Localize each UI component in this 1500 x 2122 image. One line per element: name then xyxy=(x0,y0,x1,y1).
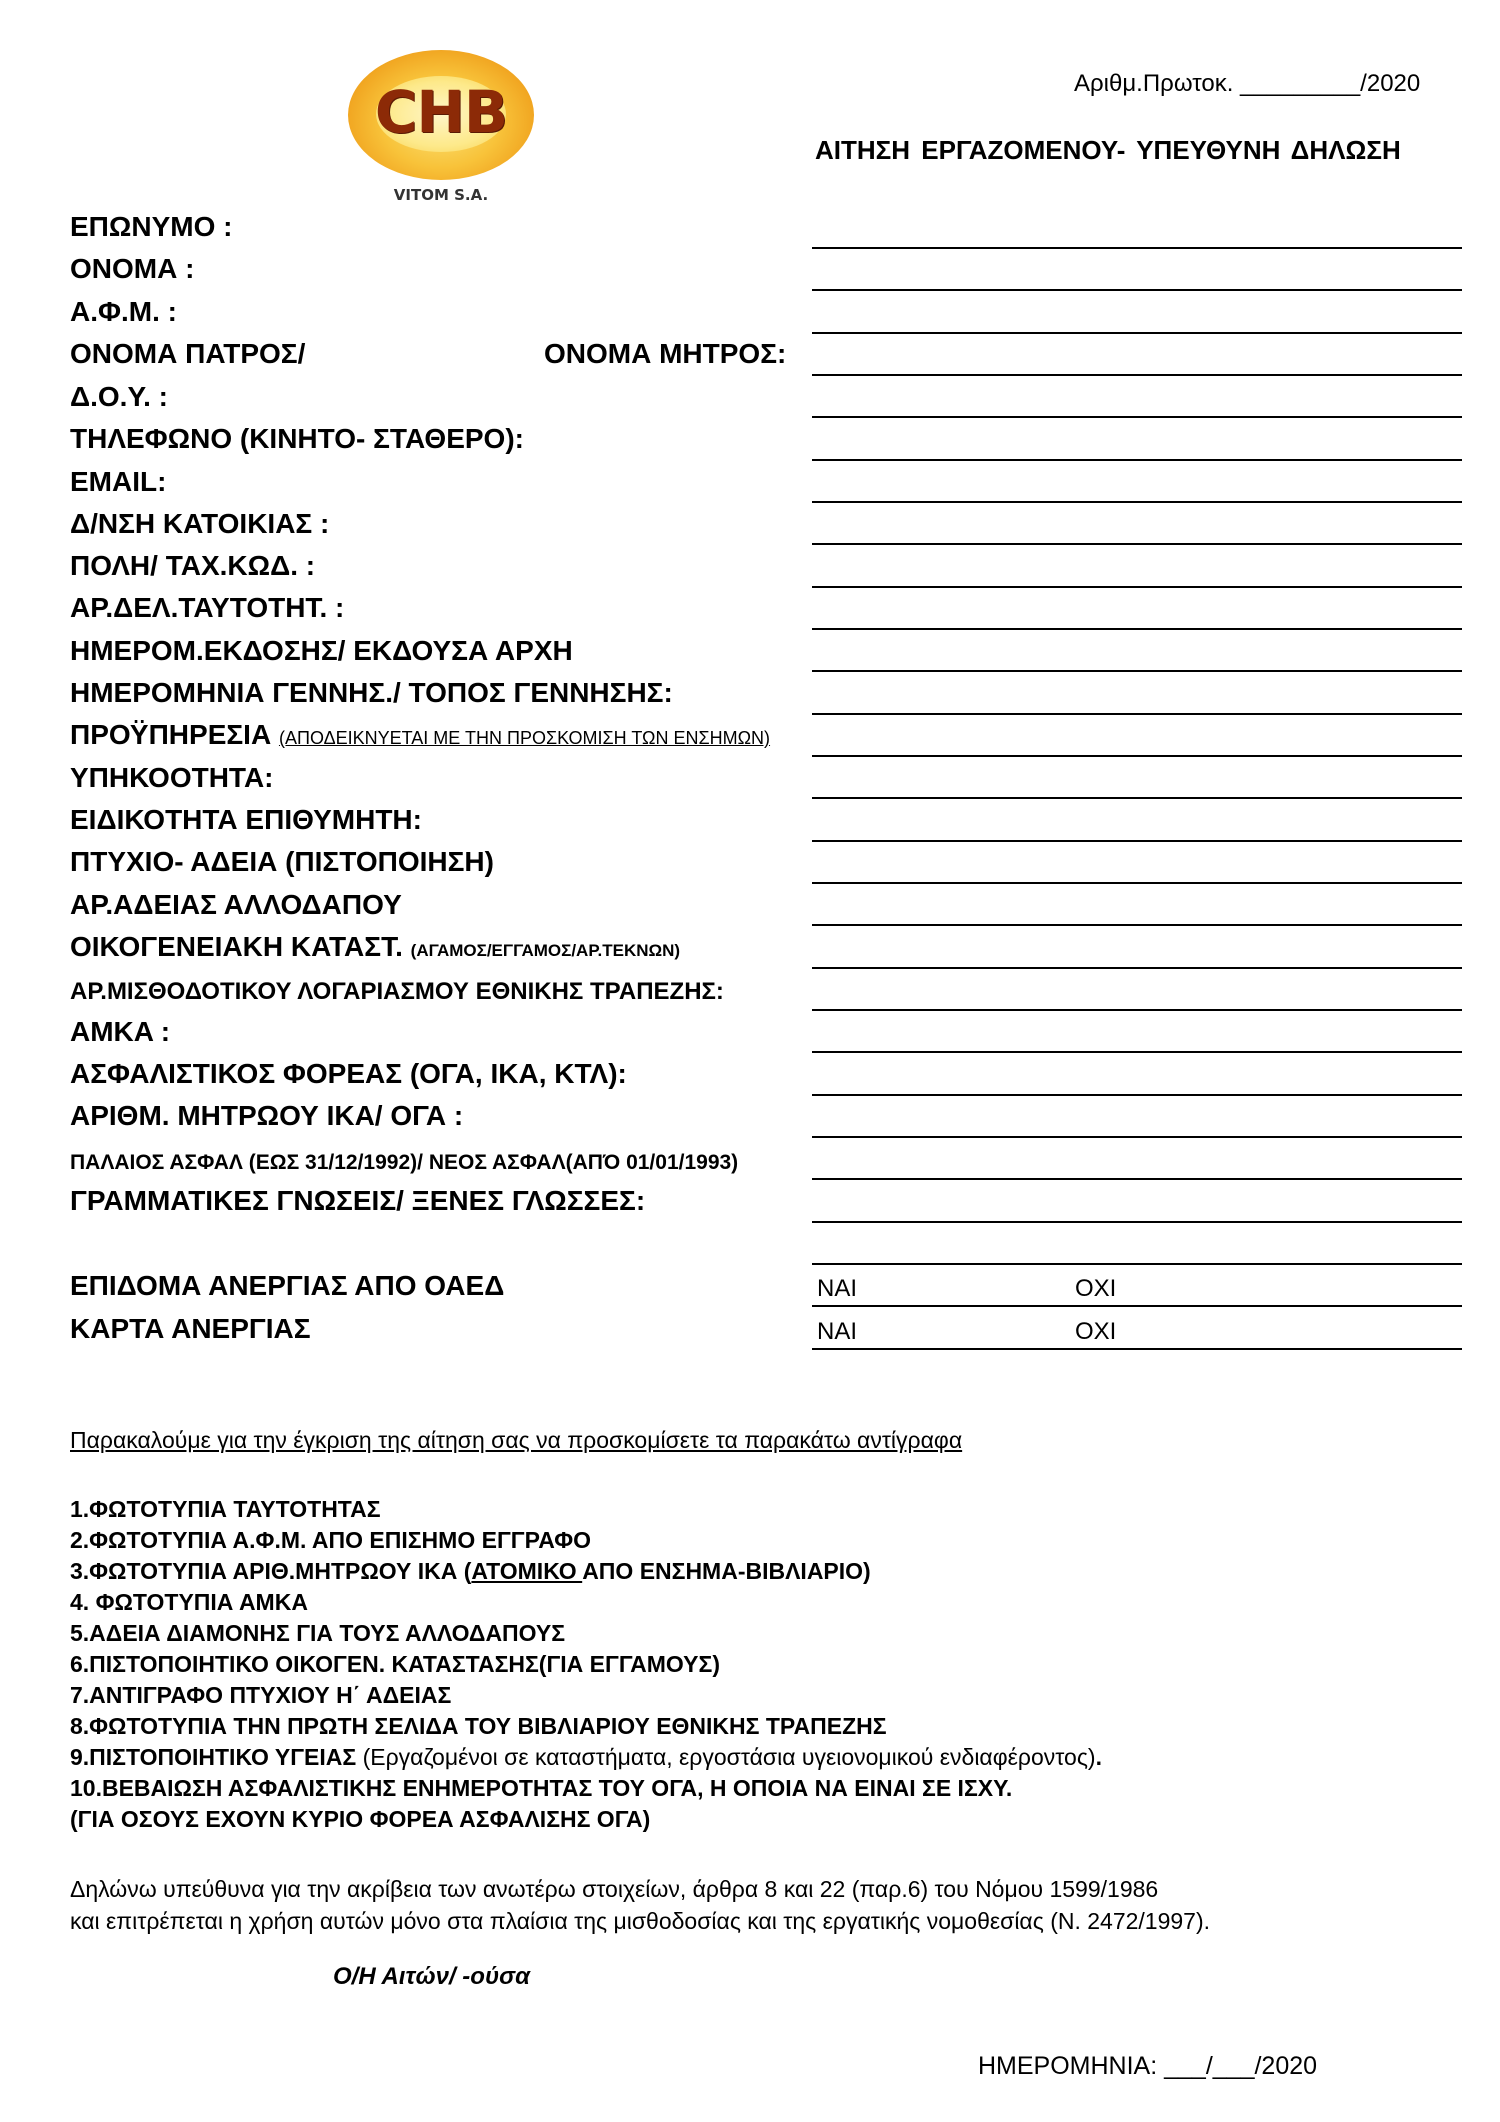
label-birth: ΗΜΕΡΟΜΗΝΙΑ ΓΕΝΝΗΣ./ ΤΟΠΟΣ ΓΕΝΝΗΣΗΣ: xyxy=(70,677,673,708)
company-logo xyxy=(348,50,534,204)
label-issue-date: ΗΜΕΡΟΜ.ΕΚΔΟΣΗΣ/ ΕΚΔΟΥΣΑ ΑΡΧΗ xyxy=(70,635,573,666)
document-item: 1.ΦΩΤΟΤΥΠΙΑ ΤΑΥΤΟΤΗΤΑΣ xyxy=(70,1496,381,1522)
document-item: 2.ΦΩΤΟΤΥΠΙΑ Α.Φ.Μ. ΑΠΟ ΕΠΙΣΗΜΟ ΕΓΓΡΑΦΟ xyxy=(70,1527,591,1553)
benefit-no-option[interactable]: ΟΧΙ xyxy=(1075,1275,1117,1302)
logo-text: CHB xyxy=(374,78,508,146)
label-father-name: ΟΝΟΜΑ ΠΑΤΡΟΣ/ xyxy=(70,338,306,369)
document-item-emphasis: ΑΤΟΜΙΚΟ xyxy=(471,1558,583,1584)
date-field[interactable]: ΗΜΕΡΟΜΗΝΙΑ: ___/___/2020 xyxy=(978,2052,1318,2080)
label-experience xyxy=(70,719,770,751)
document-item: 5.ΑΔΕΙΑ ΔΙΑΜΟΝΗΣ ΓΙΑ ΤΟΥΣ ΑΛΛΟΔΑΠΟΥΣ xyxy=(70,1620,566,1646)
label-email: EMAIL: xyxy=(70,466,167,497)
field-line-degree[interactable] xyxy=(812,882,1462,884)
field-line-birth[interactable] xyxy=(812,713,1462,715)
document-item: (ΓΙΑ ΟΣΟΥΣ ΕΧΟΥΝ ΚΥΡΙΟ ΦΟΡΕΑ ΑΣΦΑΛΙΣΗΣ ΟΓΑ) xyxy=(70,1806,651,1832)
protocol-number: Αριθμ.Πρωτοκ. _________/2020 xyxy=(1074,70,1421,97)
field-line-citizenship[interactable] xyxy=(812,797,1462,799)
form-title: ΑΙΤΗΣΗ ΕΡΓΑΖΟΜΕΝΟΥ- ΥΠΕΥΘΥΝΗ ΔΗΛΩΣΗ xyxy=(815,135,1401,165)
field-line-languages[interactable] xyxy=(812,1221,1462,1223)
label-afm: Α.Φ.Μ. : xyxy=(70,296,177,327)
card-yes-option[interactable]: ΝΑΙ xyxy=(817,1318,858,1345)
label-registry-number: ΑΡΙΘΜ. ΜΗΤΡΩΟΥ ΙΚΑ/ ΟΓΑ : xyxy=(70,1100,464,1131)
label-foreign-permit: ΑΡ.ΑΔΕΙΑΣ ΑΛΛΟΔΑΠΟΥ xyxy=(70,889,402,920)
family-note: (ΑΓΑΜΟΣ/ΕΓΓΑΜΟΣ/ΑΡ.ΤΕΚΝΩΝ) xyxy=(410,941,681,960)
document-item xyxy=(70,1742,1102,1773)
label-bank-account: ΑΡ.ΜΙΣΘΟΔΟΤΙΚΟΥ ΛΟΓΑΡΙΑΣΜΟΥ ΕΘΝΙΚΗΣ ΤΡΑΠΕΖΗΣ: xyxy=(70,978,724,1005)
field-line-parents[interactable] xyxy=(812,374,1462,376)
label-surname: ΕΠΩΝΥΜΟ : xyxy=(70,211,233,242)
label-address: Δ/ΝΣΗ ΚΑΤΟΙΚΙΑΣ : xyxy=(70,508,330,539)
label-insured-since: ΠΑΛΑΙΟΣ ΑΣΦΑΛ (ΕΩΣ 31/12/1992)/ ΝΕΟΣ ΑΣΦΑΛ(ΑΠΌ 01/01/1993) xyxy=(70,1151,739,1174)
required-documents-list xyxy=(70,1494,1102,1835)
label-unemployment-benefit: ΕΠΙΔΟΜΑ ΑΝΕΡΓΙΑΣ ΑΠΟ ΟΑΕΔ xyxy=(70,1270,505,1301)
field-line-id-number[interactable] xyxy=(812,628,1462,630)
field-line-issue[interactable] xyxy=(812,670,1462,672)
document-item: 6.ΠΙΣΤΟΠΟΙΗΤΙΚΟ ΟΙΚΟΓΕΝ. ΚΑΤΑΣΤΑΣΗΣ(ΓΙΑ ΕΓΓΑΜΟΥΣ) xyxy=(70,1651,720,1677)
instructions-text: Παρακαλούμε για την έγκριση της αίτηση σας να προσκομίσετε τα παρακάτω αντίγραφα xyxy=(70,1427,963,1453)
field-line-insurer[interactable] xyxy=(812,1094,1462,1096)
company-name: VITOM S.A. xyxy=(393,186,489,204)
label-doy: Δ.Ο.Υ. : xyxy=(70,381,168,412)
document-item-part: 9.ΠΙΣΤΟΠΟΙΗΤΙΚΟ ΥΓΕΙΑΣ xyxy=(70,1744,357,1770)
field-line-afm[interactable] xyxy=(812,332,1462,334)
document-item-part: . xyxy=(1095,1744,1102,1770)
label-degree: ΠΤΥΧΙΟ- ΑΔΕΙΑ (ΠΙΣΤΟΠΟΙΗΣΗ) xyxy=(70,846,494,877)
document-item: 4. ΦΩΤΟΤΥΠΙΑ ΑΜΚΑ xyxy=(70,1589,308,1615)
label-amka: AMKA : xyxy=(70,1016,171,1047)
card-no-option[interactable]: ΟΧΙ xyxy=(1075,1318,1117,1345)
field-line-benefit[interactable] xyxy=(812,1305,1462,1307)
label-specialty: ΕΙΔΙΚΟΤΗΤΑ ΕΠΙΘΥΜΗΤΗ: xyxy=(70,804,422,835)
label-languages: ΓΡΑΜΜΑΤΙΚΕΣ ΓΝΩΣΕΙΣ/ ΞΕΝΕΣ ΓΛΩΣΣΕΣ: xyxy=(70,1185,646,1216)
label-id-number: ΑΡ.ΔΕΛ.ΤΑΥΤΟΤΗΤ. : xyxy=(70,592,345,623)
field-line-experience[interactable] xyxy=(812,755,1462,757)
field-line-bank[interactable] xyxy=(812,1009,1462,1011)
declaration-line: και επιτρέπεται η χρήση αυτών μόνο στα πλαίσια της μισθοδοσίας και της εργατικής νομοθεσίας (Ν. 2472/1997). xyxy=(70,1908,1211,1934)
field-line-address[interactable] xyxy=(812,543,1462,545)
label-name: ΟΝΟΜΑ : xyxy=(70,253,195,284)
experience-note: (ΑΠΟΔΕΙΚΝΥΕΤΑΙ ΜΕ ΤΗΝ ΠΡΟΣΚΟΜΙΣΗ ΤΩΝ ΕΝΣΗΜΩΝ) xyxy=(278,728,771,748)
document-item: 8.ΦΩΤΟΤΥΠΙΑ ΤΗΝ ΠΡΩΤΗ ΣΕΛΙΔΑ ΤΟΥ ΒΙΒΛΙΑΡΙΟΥ ΕΘΝΙΚΗΣ ΤΡΑΠΕΖΗΣ xyxy=(70,1713,887,1739)
field-line-city[interactable] xyxy=(812,586,1462,588)
experience-text: ΠΡΟΫΠΗΡΕΣΙΑ xyxy=(70,719,272,750)
field-line-insured[interactable] xyxy=(812,1178,1462,1180)
family-text: ΟΙΚΟΓΕΝΕΙΑΚΗ ΚΑΤΑΣΤ. xyxy=(70,931,403,962)
field-line-email[interactable] xyxy=(812,501,1462,503)
document-item-part: ΑΠΟ ΕΝΣΗΜΑ-ΒΙΒΛΙΑΡΙΟ) xyxy=(582,1558,871,1584)
label-family-status xyxy=(70,931,680,963)
label-city: ΠΟΛΗ/ ΤΑΧ.ΚΩΔ. : xyxy=(70,550,316,581)
document-item-note: (Εργαζομένοι σε καταστήματα, εργοστάσια υγειονομικού ενδιαφέροντος) xyxy=(356,1744,1096,1770)
field-line-registry[interactable] xyxy=(812,1136,1462,1138)
field-line-card[interactable] xyxy=(812,1348,1462,1350)
document-item xyxy=(70,1556,1102,1587)
label-phone: ΤΗΛΕΦΩΝΟ (ΚΙΝΗΤΟ- ΣΤΑΘΕΡΟ): xyxy=(70,423,524,454)
declaration-text xyxy=(70,1873,1210,1937)
field-line-foreign-permit[interactable] xyxy=(812,924,1462,926)
label-insurer: ΑΣΦΑΛΙΣΤΙΚΟΣ ΦΟΡΕΑΣ (ΟΓΑ, ΙΚΑ, ΚΤΛ): xyxy=(70,1058,627,1089)
field-line-specialty[interactable] xyxy=(812,840,1462,842)
document-item-part: 3.ΦΩΤΟΤΥΠΙΑ ΑΡΙΘ.ΜΗΤΡΩΟΥ ΙΚΑ ( xyxy=(70,1558,472,1584)
field-line-amka[interactable] xyxy=(812,1051,1462,1053)
field-line-name[interactable] xyxy=(812,289,1462,291)
field-line-languages-2[interactable] xyxy=(812,1263,1462,1265)
benefit-yes-option[interactable]: ΝΑΙ xyxy=(817,1275,858,1302)
field-line-family[interactable] xyxy=(812,967,1462,969)
field-line-doy[interactable] xyxy=(812,416,1462,418)
label-unemployment-card: ΚΑΡΤΑ ΑΝΕΡΓΙΑΣ xyxy=(70,1313,311,1344)
document-item: 10.ΒΕΒΑΙΩΣΗ ΑΣΦΑΛΙΣΤΙΚΗΣ ΕΝΗΜΕΡΟΤΗΤΑΣ ΤΟΥ ΟΓΑ, Η ΟΠΟΙΑ ΝΑ ΕΙΝΑΙ ΣΕ ΙΣΧΥ. xyxy=(70,1775,1013,1801)
field-line-phone[interactable] xyxy=(812,459,1462,461)
declaration-line: Δηλώνω υπεύθυνα για την ακρίβεια των ανωτέρω στοιχείων, άρθρα 8 και 22 (παρ.6) του Νόμου 1599/1986 xyxy=(70,1876,1159,1902)
field-line-surname[interactable] xyxy=(812,247,1462,249)
applicant-signature-label: Ο/Η Αιτών/ -ούσα xyxy=(333,1963,530,1990)
document-item: 7.ΑΝΤΙΓΡΑΦΟ ΠΤΥΧΙΟΥ Η΄ ΑΔΕΙΑΣ xyxy=(70,1682,452,1708)
label-citizenship: ΥΠΗΚΟΟΤΗΤΑ: xyxy=(70,762,274,793)
label-mother-name: ΟΝΟΜΑ ΜΗΤΡΟΣ: xyxy=(544,338,787,369)
